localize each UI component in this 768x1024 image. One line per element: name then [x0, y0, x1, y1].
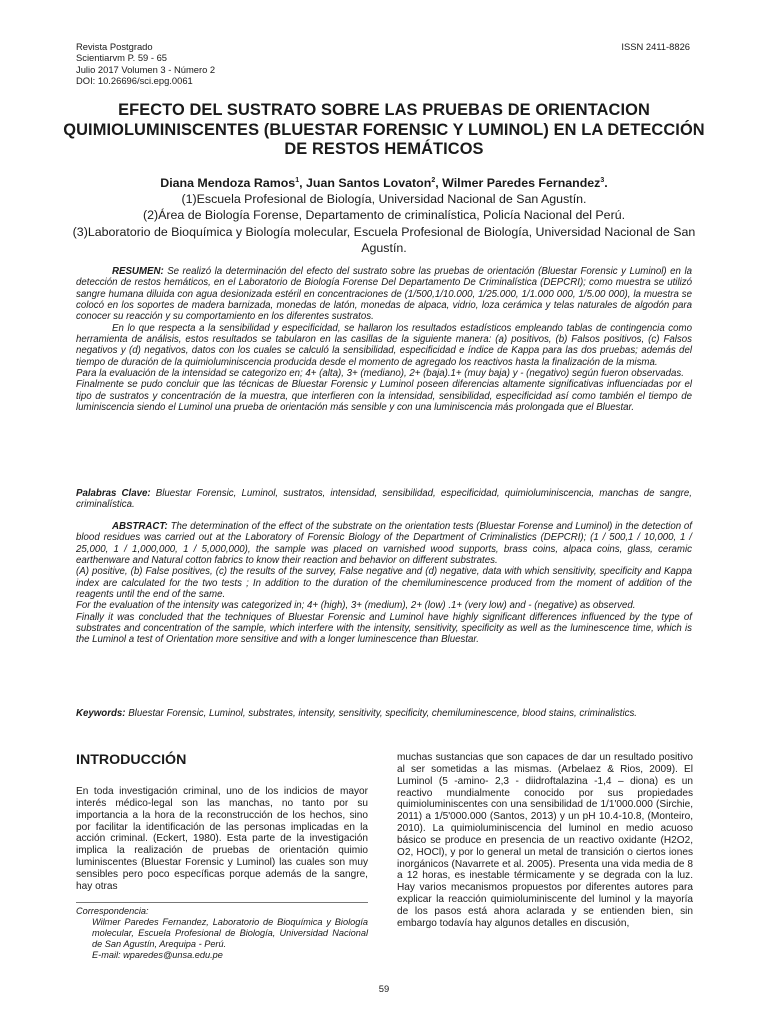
intro-left-column: En toda investigación criminal, uno de los indicios de mayor interés médico-legal son las manchas, no tanto por su importancia a la hora de la reconstrucción de los hechos, sino por facilitar la identificación de las personas implicadas en la acción criminal. (Eckert, 1980). Esta parte de la investigación implica la realización de pruebas de orientación quimio luminiscentes (Bluestar Forensic y Luminol) las cuales son muy sensibles pero poco específicas porque además de la sangre, hay otras — [76, 786, 368, 892]
affiliation: (2)Área de Biología Forense, Departamento de criminalística, Policía Nacional del Perú. — [142, 208, 626, 223]
journal-issn: ISSN 2411-8826 — [621, 41, 690, 52]
affiliation: (1)Escuela Profesional de Biología, Universidad Nacional de San Agustín. — [181, 192, 587, 206]
page-number: 59 — [378, 983, 390, 994]
author-name: Wilmer Paredes Fernandez — [442, 176, 601, 190]
keywords-paragraph — [76, 708, 692, 719]
palabras-clave-label: Palabras Clave: — [76, 488, 151, 499]
correspondence-label: Correspondencia: — [76, 906, 149, 916]
author-name: Diana Mendoza Ramos — [160, 176, 296, 190]
resumen-paragraph: En lo que respecta a la sensibilidad y especificidad, se hallaron los resultados estadísticos empleando tablas de contingencia como herramienta de análisis, estos resultados se tabularon en las casillas de la siguiente manera: (a) positivos, (b) Falsos positivos, (c) Falsos negativos y (d) negativos, datos con los cuales se calculó la sensibilidad, especificidad e índice de Kappa para las dos pruebas; además del tiempo de duración de la quimioluminiscencia producida desde el momento de agregado los reactivos hasta la finalización de la misma. — [76, 322, 692, 368]
author-affiliation-mark: 2 — [431, 176, 436, 184]
resumen-paragraph — [76, 266, 692, 323]
correspondence-email: E-mail: wparedes@unsa.edu.pe — [92, 950, 223, 961]
resumen-section — [76, 266, 692, 413]
journal-issue: Julio 2017 Volumen 3 - Número 2 — [76, 63, 216, 75]
author-affiliation-mark: 3 — [600, 176, 605, 184]
abstract-paragraph: For the evaluation of the intensity was categorized in; 4+ (high), 3+ (medium), 2+ (low) .1+ (very low) and - (negative) as observed. — [76, 600, 636, 612]
author-name: Juan Santos Lovaton — [306, 176, 432, 190]
keywords — [76, 708, 692, 719]
author-separator: , — [299, 176, 306, 190]
author-separator: . — [604, 176, 608, 190]
journal-doi: DOI: 10.26696/sci.epg.0061 — [76, 75, 193, 87]
resumen-label: RESUMEN: — [112, 266, 164, 277]
author-list — [60, 176, 708, 190]
section-heading: INTRODUCCIÓN — [76, 752, 187, 768]
resumen-paragraph: Para la evaluación de la intensidad se categorizo en; 4+ (alta), 3+ (mediano), 2+ (baja).1+ (muy baja) y - (negativo) según fueron observadas. — [76, 368, 684, 380]
affiliation: (3)Laboratorio de Bioquímica y Biología molecular, Escuela Profesional de Biología, Universidad Nacional de San Agustín. — [72, 224, 696, 256]
abstract-label: ABSTRACT: — [112, 521, 168, 532]
abstract-text: The determination of the effect of the substrate on the orientation tests (Bluestar Forense and Luminol) in the detection of blood residues was carried out at the Laboratory of Forensic Biology of the Department of Criminalistics (DEPCRI); (1 / 500,1 / 10,000, 1 / 25,000, 1 / 1,000,000, 1 / 5,000,000), the sample was placed on varnished wood supports, brass coins, alpaca coins, glass, ceramic earthenware and Natural cotton fabrics to know their reaction and behavior on different substrates. — [76, 521, 692, 567]
correspondence-footnote — [76, 902, 368, 961]
correspondence-text: Wilmer Paredes Fernandez, Laboratorio de Bioquímica y Biología molecular, Escuela Profesional de Biología, Universidad Nacional de San Agustín, Arequipa - Perú. — [92, 917, 368, 950]
journal-name: Revista Postgrado — [76, 41, 153, 52]
journal-pages: Scientiarvm P. 59 - 65 — [76, 52, 168, 64]
resumen-text: Se realizó la determinación del efecto del sustrato sobre las pruebas de orientación (Bluestar Forensic y Luminol) en la detección de restos hemáticos, en el Laboratorio de Biología Forense Del Departamento De Criminalística (DEPCRI); como muestra se utilizó sangre humana diluida con agua desionizada estéril en concentraciones de (1/500,1/10.000, 1/25.000, 1/1.000 000, 1/5.00 000), la muestra se colocó en los soportes de madera barnizada, monedas de latón, monedas de alpaca, vidrio, loza cerámica y telas naturales de algodón para conocer su reacción y su comportamiento en los diferentes sustratos. — [76, 266, 692, 323]
resumen-paragraph: Finalmente se pudo concluir que las técnicas de Bluestar Forensic y Luminol poseen diferencias altamente significativas influenciadas por el tipo de sustratos y concentración de la muestra, que interfieren con la intensidad, sensibilidad, especificidad así como también el tiempo de luminiscencia siendo el Luminol una prueba de orientación más sensible y con una luminiscencia más prolongada que el Bluestar. — [76, 379, 692, 414]
abstract-paragraph: (A) positive, (b) False positives, (c) the results of the survey, False negative and (d) negative, data with which sensitivity, specificity and Kappa index are calculated for the two tests ; In addition to the duration of the chemiluminescence produced from the moment of addition of the reagents until the end of the same. — [76, 566, 692, 601]
intro-right-column: muchas sustancias que son capaces de dar un resultado positivo al ser sometidas a las mismas. (Arbelaez & Rios, 2009). El Luminol (5 -amino- 2,3 - diidroftalazina -1,4 – diona) es un reactivo mundialmente conocido por sus propiedades quimioluminiscentes con una sensibilidad de 1/1'000.000 (Sirchie, 2011) a 1/5'000.000 (Santos, 2013) y un pH 10.4-10.8, (Monteiro, 2010). La quimioluminiscencia del luminol en medio acuoso básico se produce en presencia de un reactivo oxidante (H2O2, O2, HOCl), y por lo general un metal de transición o ciertos iones inorgánicos (Navarrete et al. 2005). Presenta una vida media de 8 a 12 horas, es inestable térmicamente y se degrada con la luz. Hay varios mecanismos propuestos por diferentes autores para explicar la reacción quimioluminiscente del luminol y la mayoría de los pasos está ahora aclarada y se entienden bien, sin embargo todavía hay algunos detalles en discusión, — [397, 752, 693, 929]
palabras-clave-text: Bluestar Forensic, Luminol, sustratos, intensidad, sensibilidad, especificidad, quimioluminiscencia, manchas de sangre, criminalística. — [76, 488, 692, 511]
keywords-text: Bluestar Forensic, Luminol, substrates, intensity, sensitivity, specificity, chemiluminescence, blood stains, criminalistics. — [125, 708, 638, 719]
palabras-clave-paragraph — [76, 488, 692, 511]
abstract-paragraph: Finally it was concluded that the techniques of Bluestar Forensic and Luminol have highly significant differences influenced by the type of substrates and concentration of the sample, which interfere with the intensity, sensitivity, specificity as well as the luminescence time, which is the Luminol a test of Orientation more sensitive and with a longer luminescence than Bluestar. — [76, 611, 692, 646]
abstract-paragraph — [76, 521, 692, 566]
affiliations — [70, 191, 698, 257]
keywords-label: Keywords: — [76, 708, 126, 719]
palabras-clave — [76, 488, 692, 511]
author-separator: , — [435, 176, 443, 190]
abstract-section — [76, 521, 692, 646]
author-affiliation-mark: 1 — [295, 176, 300, 184]
journal-header — [76, 41, 215, 87]
article-title: EFECTO DEL SUSTRATO SOBRE LAS PRUEBAS DE ORIENTACION QUIMIOLUMINISCENTES (BLUESTAR FORENSIC Y LUMINOL) EN LA DETECCIÓN DE RESTOS HEMÁTICOS — [63, 101, 705, 158]
